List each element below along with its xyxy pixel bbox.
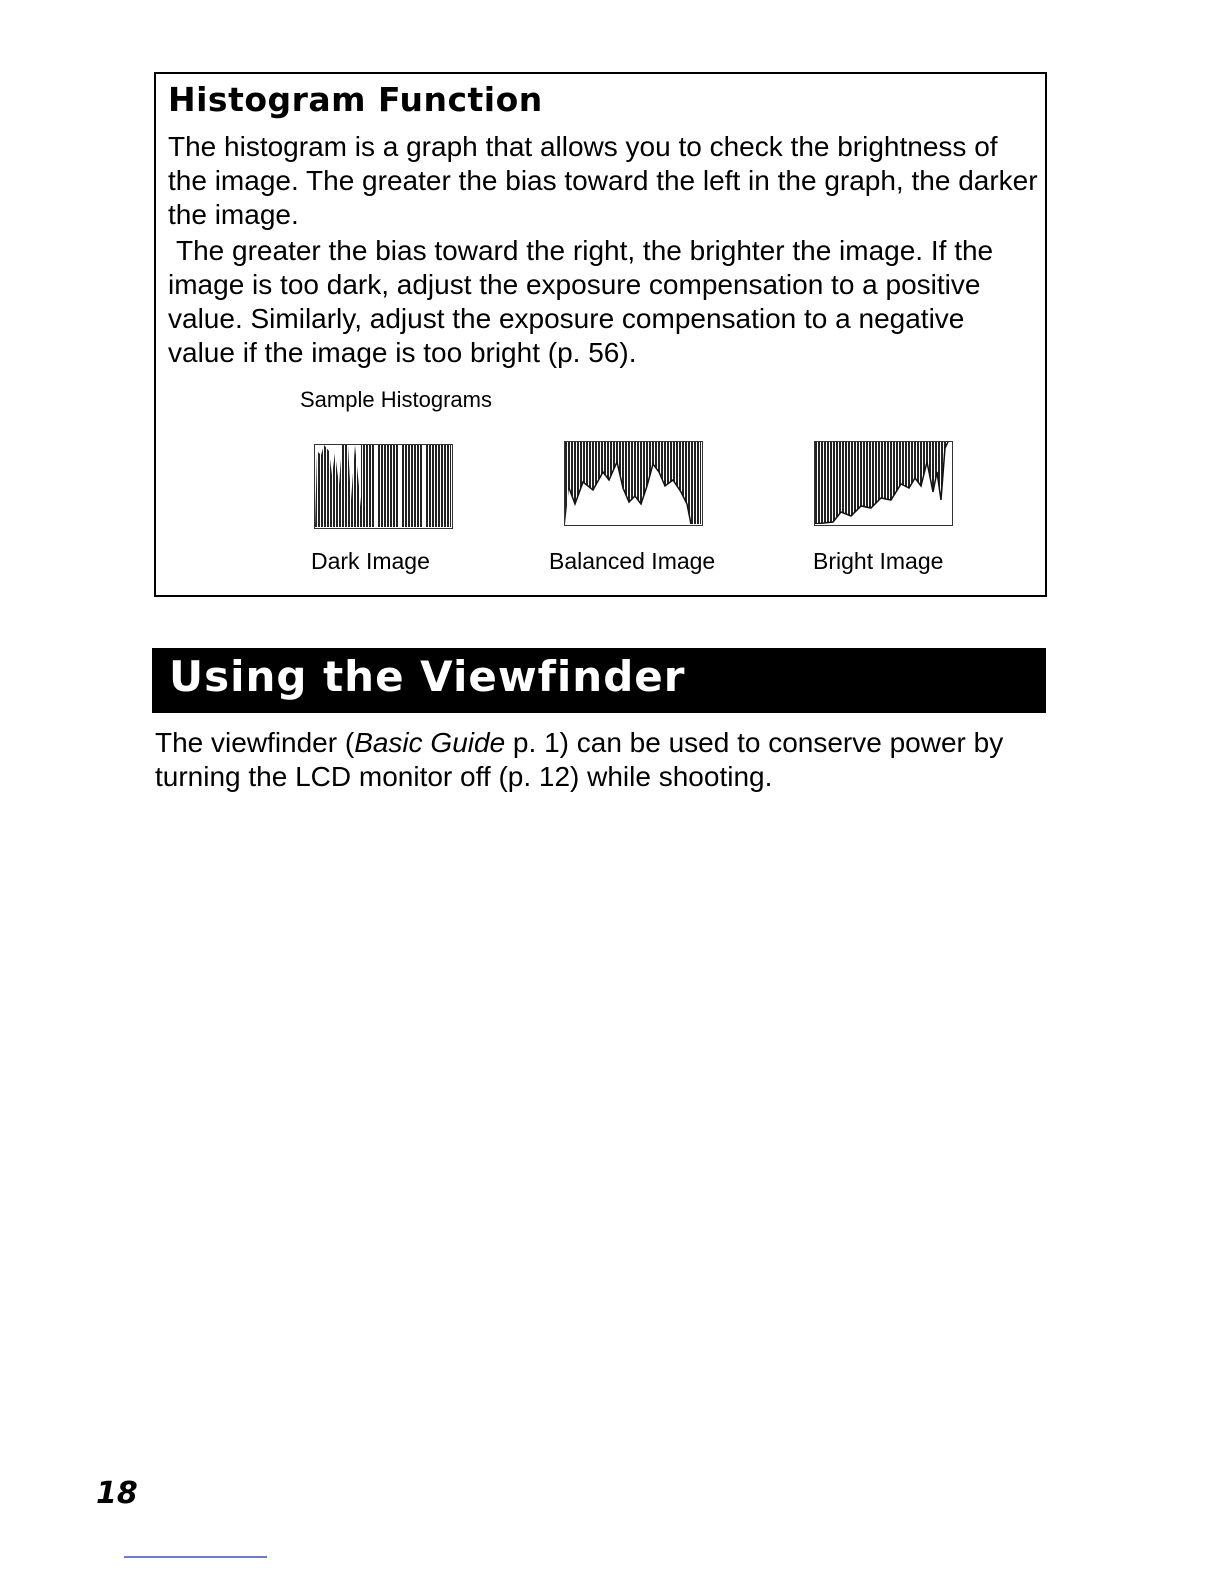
bright-image-caption: Bright Image xyxy=(813,548,944,574)
basic-guide-reference: Basic Guide xyxy=(354,727,506,758)
box-title: Histogram Function xyxy=(168,80,543,119)
histogram-paragraph-2: The greater the bias toward the right, the brighter the image. If the image is too dark, adjust the exposure compensation to a positive value. Similarly, adjust the exposure compensation to a negative value if the image is too bright (p. 56). xyxy=(168,235,994,368)
balanced-image-caption: Balanced Image xyxy=(549,548,716,574)
histogram-paragraph-1: The histogram is a graph that allows you to check the brightness of the image. The greater the bias toward the left in the graph, the darker the image. xyxy=(168,131,1038,230)
bright-histogram-image xyxy=(814,441,953,526)
section-heading-banner xyxy=(152,648,1046,713)
viewfinder-paragraph xyxy=(155,726,1045,794)
balanced-histogram-image xyxy=(564,441,703,526)
dark-image-caption: Dark Image xyxy=(311,548,430,574)
sample-histograms-label: Sample Histograms xyxy=(300,387,492,412)
footer-line xyxy=(124,1556,267,1558)
viewfinder-text-start: The viewfinder ( xyxy=(155,727,355,758)
histogram-function-box xyxy=(154,72,1047,597)
dark-histogram-image xyxy=(314,444,453,529)
viewfinder-text-end: p. 1) can be used to conserve power by turning the LCD monitor off (p. 12) while shooting. xyxy=(155,727,1004,792)
page-number: 18 xyxy=(96,1476,138,1511)
section-title: Using the Viewfinder xyxy=(169,652,686,701)
